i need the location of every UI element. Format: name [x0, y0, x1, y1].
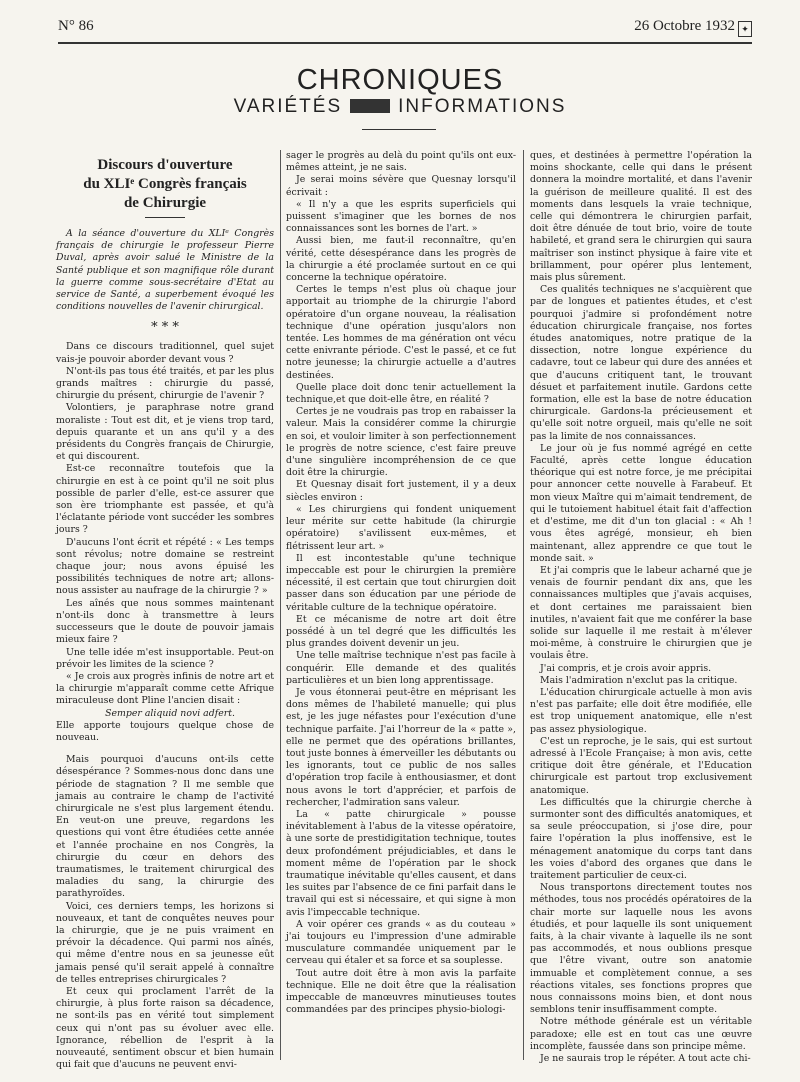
- paragraph: A voir opérer ces grands « as du couteau » j'ai toujours eu l'impression d'une admirable musculature commandée uniquement par le cerveau qui étaler et sa force et sa souplesse.: [286, 918, 516, 967]
- paragraph: ques, et destinées à permettre l'opération la moins shockante, celle qui dans le présent donnera la moindre mortalité, et dans l'avenir la guérison de meilleure qualité. Il est des moments dans lesquels la vraie technique, celle qui démontrera le chirurgien parfait, doit être dénuée de tout brio, voire de toute habileté, et grand sera le chirurgien qui saura maîtriser son instinct physique à faire vite et brillamment, pour opérer plus lentement, mais plus sûrement.: [530, 150, 752, 284]
- paragraph: Les aînés que nous sommes maintenant n'ont-ils donc à transmettre à leurs successeurs que le doute de pouvoir jamais mieux faire ?: [56, 597, 274, 646]
- paragraph: La « patte chirurgicale » pousse inévitablement à l'abus de la vitesse opératoire, à une sorte de prestidigitation technique, toutes deux profondément préjudiciables, et dans le moment même de l'opération par le shock traumatique inévitable qu'elles causent, et dans les suites par l'absence de ce fini parfait dans le travail qui est si nécessaire, et qui signe à mon avis l'impeccable technique.: [286, 808, 516, 918]
- masthead-left: VARIÉTÉS: [233, 96, 343, 117]
- section-stars: * * *: [151, 320, 179, 336]
- paragraph: D'aucuns l'ont écrit et répété : « Les temps sont révolus; notre domaine se restreint chaque jour; nous avons épuisé les possibilités techniques de notre art; allons-nous assister au naufrage de la chirurgie ? »: [56, 536, 274, 597]
- paragraph: sager le progrès au delà du point qu'ils ont eux-mêmes atteint, je ne sais.: [286, 150, 516, 174]
- paragraph: Quelle place doit donc tenir actuellement la technique,et que doit-elle être, en réalité ?: [286, 381, 516, 406]
- paragraph: Voici, ces derniers temps, les horizons si nouveaux, et tant de conquêtes neuves pour la chirurgie, que je ne puis vraiment en prévoir la décadence. Qui parmi nos aînés, qui même d'entre nous en sa jeunesse eût jamais pensé qu'il serait appelé à connaître de telles entreprises chirurgicales ?: [56, 900, 274, 985]
- paragraph: Volontiers, je paraphrase notre grand moraliste : Tout est dit, et je viens trop tard, depuis quarante et un ans qu'il y a des présidents du Congrès français de Chirurgie, et qui discourent.: [56, 402, 274, 463]
- paragraph: Aussi bien, me faut-il reconnaître, qu'en vérité, cette désespérance dans les progrès de la chirurgie a été proclamée surtout en ce qui concerne la technique opératoire.: [286, 235, 516, 284]
- article-title-line: Discours d'ouverture: [97, 157, 233, 173]
- header-rule: [58, 42, 752, 44]
- paragraph: Une telle idée m'est insupportable. Peut-on prévoir les limites de la science ?: [56, 646, 274, 670]
- paragraph: L'éducation chirurgicale actuelle à mon avis n'est pas parfaite; elle doit être modifiée, elle est trop uniquement anatomique, elle n'est pas assez physiologique.: [530, 686, 752, 735]
- article-title-line: de Chirurgie: [123, 195, 207, 211]
- paragraph: Je vous étonnerai peut-être en méprisant les dons mêmes de l'habileté manuelle; qui plus est, je les juge néfastes pour l'exécution d'une technique parfaite. J'ai l'horreur de la « patte », elle ne permet que des opérations brillantes, tout juste bonnes à émerveiller les débutants ou les ignorants, tout ce public de nos salles d'opération trop facile à enthousiasmer, et dont nous avons le tort d'apprécier, et parfois de rechercher, l'admiration sans valeur.: [286, 686, 516, 808]
- paragraph: Ces qualités techniques ne s'acquièrent que par de longues et patientes études, et c'est pourquoi j'admire si profondément notre éducation chirurgicale française, nos fortes études anatomiques, notre pratique de la dissection, notre longue expérience du cadavre, tout ce labeur qui dure des années et que d'aucuns critiquent tant, le trouvant désuet et parfaitement inutile. Gardons cette formation, elle est la base de notre éducation chirurgicale. Gardons-la précieusement et qu'elle soit notre orgueil, mais qu'elle ne soit pas la limite de nos connaissances.: [530, 284, 752, 442]
- paragraph: Je serai moins sévère que Quesnay lorsqu'il écrivait :: [286, 174, 516, 198]
- paragraph: Nous transportons directement toutes nos méthodes, tous nos procédés opératoires de la chair morte sur laquelle nous les avons étudiés, et pour laquelle ils sont uniquement faits, à la chair vivante à laquelle ils ne sont pas accommodés, et nous oublions presque que l'être vivant, outre son anatomie immuable et complètement connue, a ses réactions vitales, ses fonctions propres que nous connaissons moins bien, et dont nous semblons tenir insuffisamment compte.: [530, 882, 752, 1016]
- paragraph: « Les chirurgiens qui fondent uniquement leur mérite sur cette habitude (la chirurgie opératoire) s'avilissent eux-mêmes, et flétrissent leur art. »: [286, 503, 516, 552]
- paragraph: Et j'ai compris que le labeur acharné que je venais de fournir pendant dix ans, que les connaissances multiples que j'avais acquises, et dont certaines me paraissaient bien inutiles, n'avaient fait que me conférer la base solide sur laquelle il me restait à m'élever moi-même, à construire le chirurgien que je voulais être.: [530, 564, 752, 662]
- column-divider: [280, 150, 281, 1060]
- paragraph: Dans ce discours traditionnel, quel sujet vais-je pouvoir aborder devant vous ?: [56, 341, 274, 365]
- paragraph: Et Quesnay disait fort justement, il y a deux siècles environ :: [286, 479, 516, 503]
- issue-date: [634, 18, 752, 37]
- paragraph: Tout autre doit être à mon avis la parfaite technique. Elle ne doit être que la réalisation impeccable de manœuvres minutieuses toutes commandées par des principes physio-biologi-: [286, 967, 516, 1016]
- masthead-rule: [362, 129, 436, 130]
- article-title: [56, 156, 274, 213]
- paragraph: Mais l'admiration n'exclut pas la critique.: [540, 674, 738, 686]
- column-1-paragraphs-b: [56, 754, 274, 1071]
- paragraph: J'ai compris, et je crois avoir appris.: [540, 662, 712, 674]
- column-1: [56, 148, 274, 1071]
- paragraph: Et ce mécanisme de notre art doit être possédé à un tel degré que les difficultés les plus grandes doivent devenir un jeu.: [286, 613, 516, 650]
- paragraph: Le jour où je fus nommé agrégé en cette Faculté, après cette longue éducation théorique qui est notre force, je me précipitai pour annoncer cette nouvelle à Farabeuf. Et mon vieux Maître qui m'aimait tendrement, de qui le tutoiement habituel était fait d'affection et d'estime, me dit d'un ton glacial : « Ah ! vous êtes agrégé, monsieur, eh bien maintenant, allez apprendre ce que tout le monde sait. »: [530, 442, 752, 564]
- paragraph: Je ne saurais trop le répéter. A tout acte chi-: [540, 1053, 751, 1065]
- column-1-paragraphs: [56, 341, 274, 707]
- paragraph: Il est incontestable qu'une technique impeccable est pour le chirurgien la première nécessité, il est certain que tout chirurgien doit passer dans son éducation par une période de véritable culture de la technique opératoire.: [286, 552, 516, 613]
- title-rule: [145, 217, 185, 218]
- masthead-title: CHRONIQUES: [296, 64, 504, 96]
- paragraph: Les difficultés que la chirurgie cherche à surmonter sont des difficultés anatomiques, et sa seule préoccupation, si j'ose dire, pour faire l'opération la plus inoffensive, est le ménagement anatomique du corps tant dans les voies d'abord des organes que dans le traitement particulier de ceux-ci.: [530, 796, 752, 881]
- paragraph: Une telle maîtrise technique n'est pas facile à conquérir. Elle demande et des qualités particulières et un bien long apprentissage.: [286, 650, 516, 686]
- paragraph: Notre méthode générale est un véritable paradoxe; elle est en tout cas une œuvre incomplète, faussée dans son principe même.: [530, 1016, 752, 1052]
- paragraph: Et ceux qui proclament l'arrêt de la chirurgie, à plus forte raison sa décadence, ne sont-ils pas en vérité tout simplement ceux qui n'ont pas su évoluer avec elle. Ignorance, rébellion de l'esprit à la nouveauté, sentiment obscur et bien humain qui fait que d'aucuns ne peuvent envi-: [56, 985, 274, 1071]
- article-intro: A la séance d'ouverture du XLIᵉ Congrès français de chirurgie le professeur Pierre Duval, après avoir salué le Ministre de la Santé publique et son magnifique rôle durant la guerre comme sous-secrétaire d'Etat au service de Santé, a superbement évoqué les conditions nouvelles de l'avenir chirurgical.: [56, 228, 274, 313]
- paragraph: Elle apporte toujours quelque chose de nouveau.: [56, 719, 274, 743]
- issue-number: N° 86: [58, 18, 94, 34]
- paragraph: N'ont-ils pas tous été traités, et par les plus grands maîtres : chirurgie du passé, chirurgie du présent, chirurgie de l'avenir ?: [56, 365, 274, 402]
- masthead-right: INFORMATIONS: [398, 96, 567, 117]
- publisher-logo-icon: ✦: [738, 21, 752, 37]
- column-3: [530, 150, 752, 1065]
- article-title-line: du XLIᵉ Congrès français: [83, 176, 247, 192]
- latin-quote: Semper aliquid novi adfert.: [105, 707, 235, 719]
- issue-date-text: 26 Octobre 1932: [634, 18, 735, 34]
- masthead-subtitle: [0, 96, 800, 118]
- column-divider: [523, 150, 524, 1060]
- ornament-icon: [350, 99, 390, 113]
- paragraph: C'est un reproche, je le sais, qui est surtout adressé à l'Ecole Française; à mon avis, cette critique doit être générale, et l'Education chirurgicale est partout trop exclusivement anatomique.: [530, 735, 752, 796]
- paragraph: Certes je ne voudrais pas trop en rabaisser la valeur. Mais la considérer comme la chirurgie en soi, et vouloir limiter à son perfectionnement le progrès de notre science, c'est faire preuve d'une singulière incompréhension de ce que doit être la chirurgie.: [286, 406, 516, 479]
- paragraph: Mais pourquoi d'aucuns ont-ils cette désespérance ? Sommes-nous donc dans une période de stagnation ? Il me semble que jamais au contraire le champ de l'activité chirurgicale ne s'est plus largement étendu. En veut-on une preuve, regardons les questions qui vont être étudiées cette année et l'année prochaine en nos Congrès, la chirurgie du cœur en dehors des traumatismes, le traitement chirurgical des maladies du sang, la chirurgie des parathyroïdes.: [56, 754, 274, 900]
- paragraph: « Il n'y a que les esprits superficiels qui puissent s'imaginer que les bornes de nos connaissances sont les bornes de l'art. »: [286, 198, 516, 235]
- paragraph: « Je crois aux progrès infinis de notre art et la chirurgie m'apparaît comme cette Afrique miraculeuse dont Pline l'ancien disait :: [56, 670, 274, 707]
- paragraph: Certes le temps n'est plus où chaque jour apportait au triomphe de la chirurgie l'abord opératoire d'un organe nouveau, la réalisation technique d'une opération jusqu'alors non tentée. Les hommes de ma génération ont vécu cette enivrante période. C'est le passé, et ce fut notre jeunesse; la chirurgie actuelle a d'autres destinées.: [286, 284, 516, 381]
- column-2: [286, 150, 516, 1016]
- paragraph: Est-ce reconnaître toutefois que la chirurgie en est à ce point qu'il ne soit plus possible de parler d'elle, est-ce assurer que son ère triomphante est passée, et qu'à l'éclatante période vont succéder les sombres jours ?: [56, 463, 274, 536]
